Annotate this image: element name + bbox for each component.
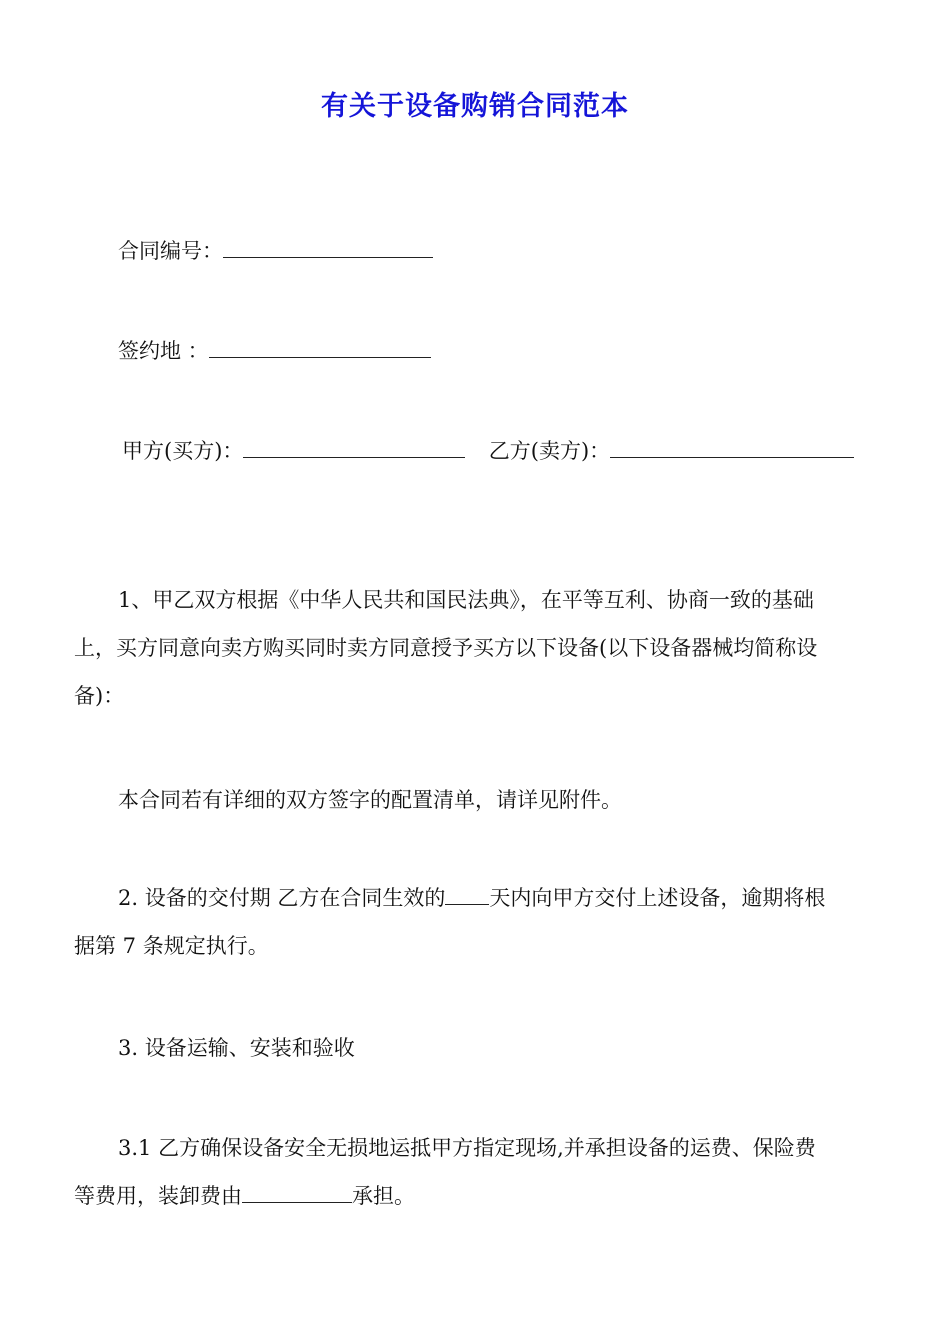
clause-3-1-text-b: 承担。: [352, 1184, 415, 1208]
clause-3-1: [74, 1124, 880, 1220]
contract-number-field: [118, 238, 433, 264]
clause-3-1-text-a: 等费用，装卸费由: [74, 1184, 242, 1208]
clause-1-line-2: 上，买方同意向卖方购买同时卖方同意授予买方以下设备(以下设备器械均简称设: [74, 636, 818, 660]
clause-2-text-a: 2. 设备的交付期 乙方在合同生效的: [118, 886, 446, 910]
clause-2-line-2: 据第 7 条规定执行。: [74, 934, 269, 958]
sign-place-field: [118, 338, 431, 364]
parties-field: [122, 438, 854, 464]
party-b-blank: [610, 439, 854, 458]
clause-1: [74, 576, 880, 720]
contract-number-blank: [223, 239, 433, 258]
clause-1-line-1: 1、甲乙双方根据《中华人民共和国民法典》，在平等互利、协商一致的基础: [118, 588, 814, 612]
loading-fee-blank: [242, 1184, 352, 1203]
clause-3: [74, 1024, 880, 1072]
sign-place-blank: [209, 339, 431, 358]
clause-3-1-line-2: [74, 1172, 880, 1220]
clause-2-text-b: 天内向甲方交付上述设备，逾期将根: [489, 886, 826, 910]
sign-place-label: 签约地 ：: [118, 339, 209, 363]
clause-2: [74, 874, 880, 970]
attachment-note-text: 本合同若有详细的双方签字的配置清单，请详见附件。: [118, 788, 622, 812]
party-a-blank: [243, 439, 465, 458]
delivery-days-blank: [445, 886, 489, 905]
clause-2-line-1: [74, 874, 880, 922]
attachment-note: [74, 776, 880, 824]
party-b-label: 乙方(卖方)：: [488, 439, 611, 463]
clause-1-line-3: 备)：: [74, 684, 125, 708]
contract-number-label: 合同编号：: [118, 239, 223, 263]
clause-3-heading: 3. 设备运输、安装和验收: [118, 1036, 355, 1060]
clause-3-1-line-1: 3.1 乙方确保设备安全无损地运抵甲方指定现场,并承担设备的运费、保险费: [118, 1136, 816, 1160]
party-a-label: 甲方(买方)：: [122, 439, 244, 463]
document-title: 有关于设备购销合同范本: [321, 91, 629, 122]
